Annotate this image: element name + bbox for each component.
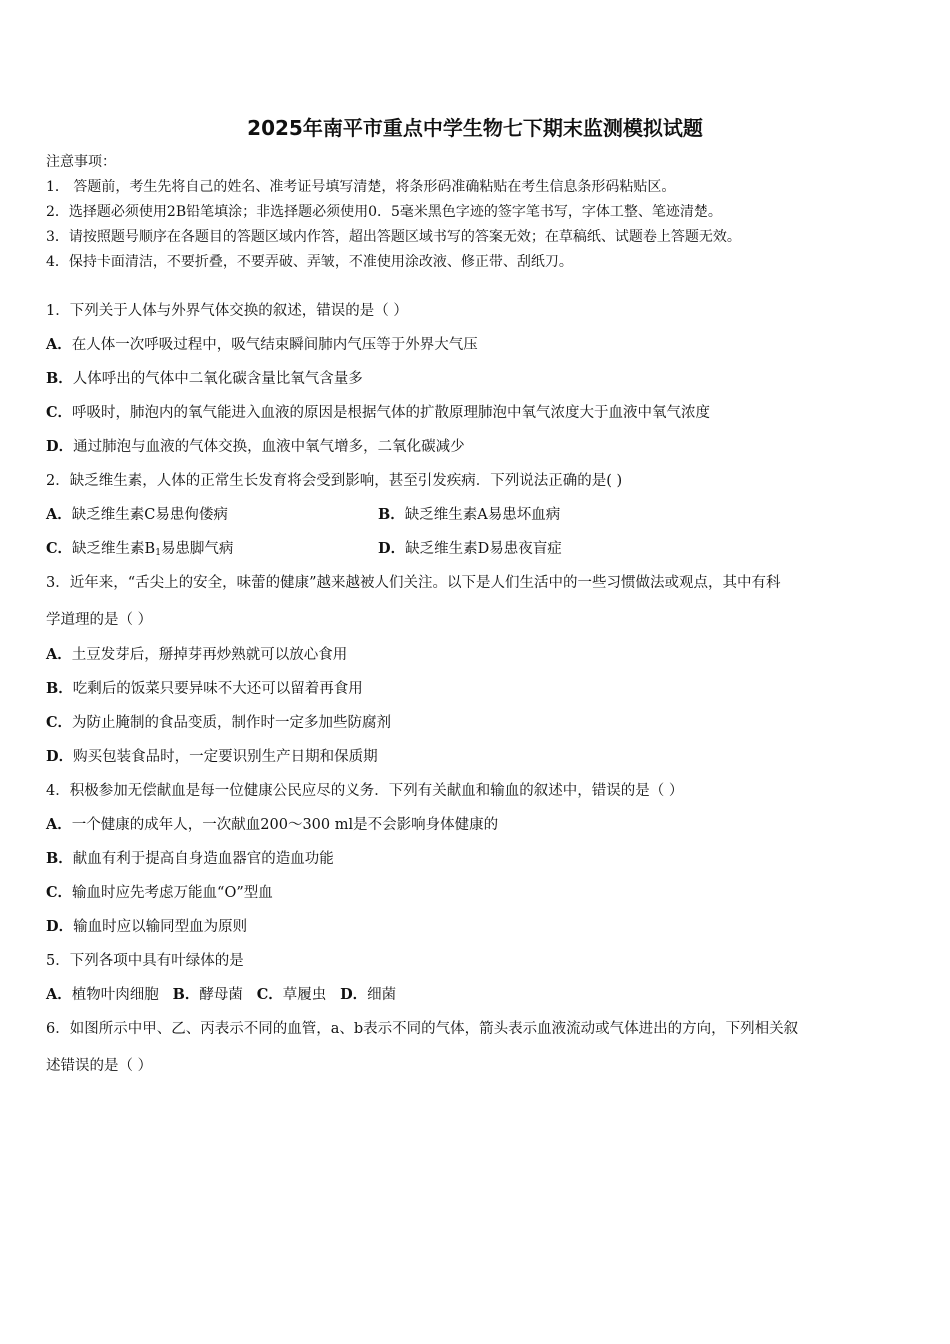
question-4-option-a — [46, 815, 498, 835]
question-4-option-c — [46, 883, 273, 903]
subscript: 1 — [155, 548, 161, 558]
question-2-option-b — [378, 505, 560, 525]
option-text: 为防止腌制的食品变质，制作时一定多加些防腐剂 — [72, 715, 392, 731]
option-label: B． — [378, 506, 405, 523]
option-text: 在人体一次呼吸过程中，吸气结束瞬间肺内气压等于外界大气压 — [71, 337, 478, 353]
option-label: A． — [46, 816, 72, 833]
option-text: 缺乏维生素B — [72, 541, 156, 557]
question-2-option-a — [46, 505, 228, 525]
option-text: 吃剩后的饭菜只要异味不大还可以留着再食用 — [72, 681, 363, 697]
option-label: D． — [340, 986, 368, 1003]
question-1-stem: 1．下列关于人体与外界气体交换的叙述，错误的是（ ） — [46, 303, 408, 319]
option-text: 缺乏维生素C易患佝偻病 — [71, 507, 228, 523]
question-1-option-d — [46, 437, 465, 457]
option-text: 通过肺泡与血液的气体交换，血液中氧气增多，二氧化碳减少 — [73, 439, 465, 455]
option-text: 细菌 — [367, 987, 397, 1003]
question-5-options — [46, 985, 396, 1005]
option-label: B． — [46, 370, 73, 387]
option-text: 植物叶肉细胞 — [71, 987, 173, 1003]
question-1-option-a — [46, 335, 478, 355]
question-3-stem-line-2: 学道理的是（ ） — [46, 612, 153, 628]
option-label: A． — [46, 506, 72, 523]
question-1-option-b — [46, 369, 363, 389]
notice-item-2: 2．选择题必须使用2B铅笔填涂；非选择题必须使用0．5毫米黑色字迹的签字笔书写，字体工整、笔迹清楚。 — [46, 204, 722, 220]
option-label: B． — [46, 680, 73, 697]
option-label: C． — [46, 884, 73, 901]
option-label: D． — [46, 438, 74, 455]
option-label: D． — [46, 748, 74, 765]
option-label: B． — [172, 986, 200, 1003]
question-2-option-c — [46, 539, 233, 563]
notice-heading: 注意事项： — [46, 154, 116, 170]
question-6-stem-line-1: 6．如图所示中甲、乙、丙表示不同的血管，a、b表示不同的气体，箭头表示血液流动或气体进出的方向，下列相关叙 — [46, 1021, 799, 1037]
notice-item-3: 3．请按照题号顺序在各题目的答题区域内作答，超出答题区域书写的答案无效；在草稿纸、试题卷上答题无效。 — [46, 229, 741, 245]
option-label: C． — [46, 404, 73, 421]
question-5-stem: 5．下列各项中具有叶绿体的是 — [46, 953, 244, 969]
question-3-option-d — [46, 747, 378, 767]
option-text: 购买包装食品时，一定要识别生产日期和保质期 — [73, 749, 378, 765]
question-2-option-d — [378, 539, 562, 559]
question-6-stem-line-2: 述错误的是（ ） — [46, 1058, 153, 1074]
question-3-option-a — [46, 645, 347, 665]
option-label: D． — [378, 540, 406, 557]
option-text: 易患脚气病 — [160, 541, 234, 557]
option-text: 草履虫 — [282, 987, 341, 1003]
option-text: 一个健康的成年人，一次献血200～300 ml是不会影响身体健康的 — [71, 817, 499, 833]
question-2-stem: 2．缺乏维生素，人体的正常生长发育将会受到影响，甚至引发疾病．下列说法正确的是( ) — [46, 473, 623, 489]
option-label: C． — [46, 714, 73, 731]
option-text: 酵母菌 — [199, 987, 257, 1003]
option-label: C． — [256, 986, 283, 1003]
question-4-option-d — [46, 917, 247, 937]
option-label: A． — [46, 986, 72, 1003]
option-text: 人体呼出的气体中二氧化碳含量比氧气含量多 — [72, 371, 363, 387]
question-1-option-c — [46, 403, 710, 423]
notice-item-4: 4．保持卡面清洁，不要折叠，不要弄破、弄皱，不准使用涂改液、修正带、刮纸刀。 — [46, 254, 573, 270]
question-4-stem: 4．积极参加无偿献血是每一位健康公民应尽的义务．下列有关献血和输血的叙述中，错误的是（ ） — [46, 783, 684, 799]
option-text: 缺乏维生素A易患坏血病 — [404, 507, 561, 523]
question-3-stem-line-1: 3．近年来，“舌尖上的安全，味蕾的健康”越来越被人们关注。以下是人们生活中的一些习惯做法或观点，其中有科 — [46, 575, 781, 591]
notice-item-1: 1． 答题前，考生先将自己的姓名、准考证号填写清楚，将条形码准确粘贴在考生信息条形码粘贴区。 — [46, 179, 676, 195]
question-3-option-c — [46, 713, 391, 733]
option-text: 输血时应先考虑万能血“O”型血 — [72, 885, 273, 901]
option-text: 献血有利于提高自身造血器官的造血功能 — [72, 851, 334, 867]
option-text: 缺乏维生素D易患夜盲症 — [405, 541, 562, 557]
question-3-option-b — [46, 679, 363, 699]
document-title: 2025年南平市重点中学生物七下期末监测模拟试题 — [247, 116, 703, 140]
question-4-option-b — [46, 849, 334, 869]
option-label: B． — [46, 850, 73, 867]
option-text: 输血时应以输同型血为原则 — [73, 919, 248, 935]
option-label: D． — [46, 918, 74, 935]
option-label: A． — [46, 646, 72, 663]
option-label: A． — [46, 336, 72, 353]
option-text: 呼吸时，肺泡内的氧气能进入血液的原因是根据气体的扩散原理肺泡中氧气浓度大于血液中氧气浓度 — [72, 405, 711, 421]
option-label: C． — [46, 540, 73, 557]
option-text: 土豆发芽后，掰掉芽再炒熟就可以放心食用 — [71, 647, 348, 663]
